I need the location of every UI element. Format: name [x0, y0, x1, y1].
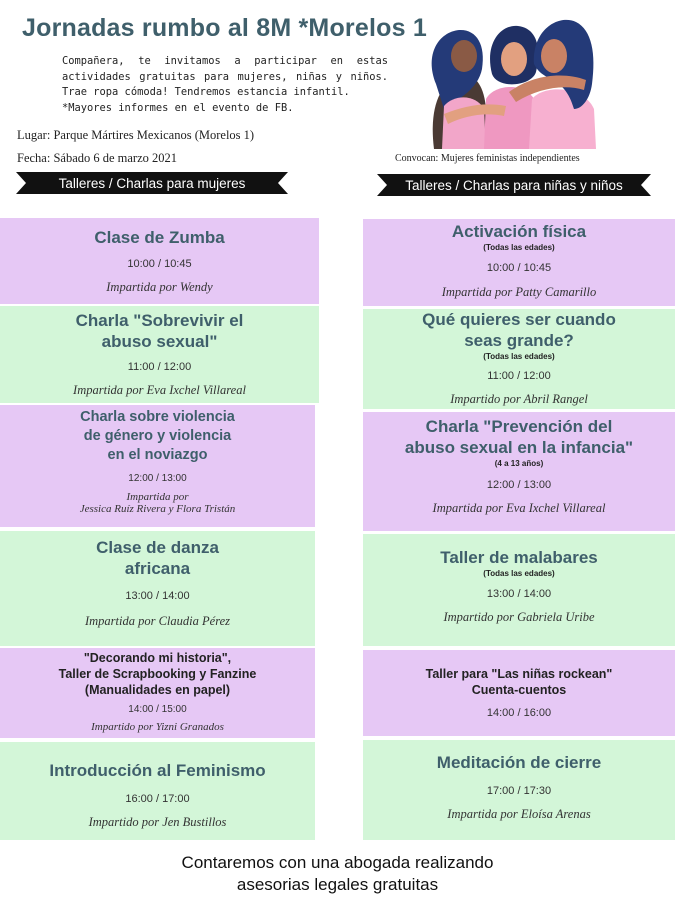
activity-instructor: Jessica Ruíz Rivera y Flora Tristán: [79, 503, 236, 515]
activity-time: 10:00 / 10:45: [486, 262, 552, 274]
activity-time: 14:00 / 15:00: [128, 704, 187, 715]
women-activity-card: [0, 306, 319, 403]
event-date: Fecha: Sábado 6 de marzo 2021: [17, 151, 178, 165]
activity-instructor: Impartida por Eva Ixchel Villareal: [432, 501, 606, 515]
activity-title: Introducción al Feminismo: [49, 761, 266, 780]
activity-ages: (Todas las edades): [483, 352, 555, 361]
intro-text: [62, 54, 388, 116]
footer-line: Contaremos con una abogada realizando: [181, 853, 494, 872]
activity-title: "Decorando mi historia",: [83, 651, 232, 665]
page-title: Jornadas rumbo al 8M *Morelos 1: [22, 14, 427, 42]
activity-title: Qué quieres ser cuando: [422, 310, 616, 329]
activity-title: abuso sexual": [101, 332, 218, 351]
activity-time: 12:00 / 13:00: [486, 479, 552, 491]
activity-time: 16:00 / 17:00: [125, 793, 190, 805]
activity-ages: (Todas las edades): [483, 243, 555, 252]
kids-section-banner: [377, 174, 651, 196]
women-activity-card: [0, 742, 315, 840]
organizers: Convocan: Mujeres feministas independientes: [395, 153, 580, 164]
activity-ages: (Todas las edades): [483, 569, 555, 578]
activity-title: Activación física: [451, 222, 587, 241]
activity-instructor: Impartida por: [126, 491, 189, 503]
activity-instructor: Impartida por Eloísa Arenas: [447, 807, 591, 821]
women-activity-card: [0, 218, 319, 304]
activity-time: 13:00 / 14:00: [125, 590, 190, 602]
activity-title: Charla "Prevención del: [425, 417, 613, 436]
activity-title: seas grande?: [464, 331, 574, 350]
activity-time: 13:00 / 14:00: [486, 588, 552, 600]
legal-advice-note: [0, 852, 675, 896]
intro-line: Compañera, te invitamos a participar en estas: [62, 55, 388, 67]
event-location: Lugar: Parque Mártires Mexicanos (Morelos 1): [17, 128, 255, 142]
intro-line: Trae ropa cómoda! Tendremos estancia infantil.: [62, 86, 350, 98]
activity-instructor: Impartida por Eva Ixchel Villareal: [73, 383, 246, 397]
kids-activity-card: [363, 309, 675, 409]
activity-title: abuso sexual en la infancia": [404, 438, 634, 457]
activity-title: Taller para "Las niñas rockean": [425, 667, 613, 681]
activity-title: en el noviazgo: [107, 447, 208, 463]
activity-instructor: Impartido por Gabriela Uribe: [443, 610, 595, 624]
activity-time: 11:00 / 12:00: [127, 361, 192, 373]
women-activity-card: [0, 648, 315, 738]
activity-time: 11:00 / 12:00: [487, 370, 551, 382]
activity-instructor: Impartida por Patty Camarillo: [441, 285, 597, 299]
activity-title: de género y violencia: [83, 428, 232, 444]
women-section-label: Talleres / Charlas para mujeres: [58, 175, 246, 191]
women-section-banner: [16, 172, 288, 194]
activity-instructor: Impartida por Wendy: [106, 280, 213, 294]
activity-instructor: Impartido por Abril Rangel: [450, 392, 588, 406]
activity-title: Clase de Zumba: [94, 228, 225, 247]
activity-ages: (4 a 13 años): [494, 459, 544, 468]
activity-title: Charla sobre violencia: [80, 409, 235, 425]
activity-title: Taller de Scrapbooking y Fanzine: [58, 667, 257, 681]
activity-title: africana: [124, 559, 191, 578]
activity-instructor: Impartida por Claudia Pérez: [84, 614, 231, 628]
activity-instructor: Impartido por Jen Bustillos: [88, 815, 227, 829]
activity-time: 17:00 / 17:30: [486, 785, 552, 797]
footer-line: asesorias legales gratuitas: [236, 875, 439, 894]
kids-activity-card: [363, 740, 675, 840]
women-activity-card: [0, 405, 315, 527]
activity-instructor: Impartido por Yizni Granados: [91, 721, 224, 733]
kids-activity-card: [363, 650, 675, 736]
women-embrace-illustration: [414, 14, 609, 149]
activity-title: Taller de malabares: [440, 548, 598, 567]
activity-title: Charla "Sobrevivir el: [75, 311, 244, 330]
activity-time: 14:00 / 16:00: [486, 707, 552, 719]
activity-title: Cuenta-cuentos: [471, 683, 567, 697]
women-activity-card: [0, 531, 315, 646]
activity-title: (Manualidades en papel): [84, 683, 231, 697]
kids-activity-card: [363, 219, 675, 306]
kids-section-label: Talleres / Charlas para niñas y niños: [405, 177, 623, 193]
intro-line: actividades gratuitas para mujeres, niñas y niños.: [62, 70, 388, 83]
activity-title: Meditación de cierre: [436, 753, 602, 772]
kids-activity-card: [363, 534, 675, 646]
intro-line: *Mayores informes en el evento de FB.: [62, 101, 294, 114]
activity-title: Clase de danza: [96, 538, 219, 557]
activity-time: 12:00 / 13:00: [128, 473, 187, 484]
activity-time: 10:00 / 10:45: [127, 258, 192, 270]
kids-activity-card: [363, 412, 675, 531]
